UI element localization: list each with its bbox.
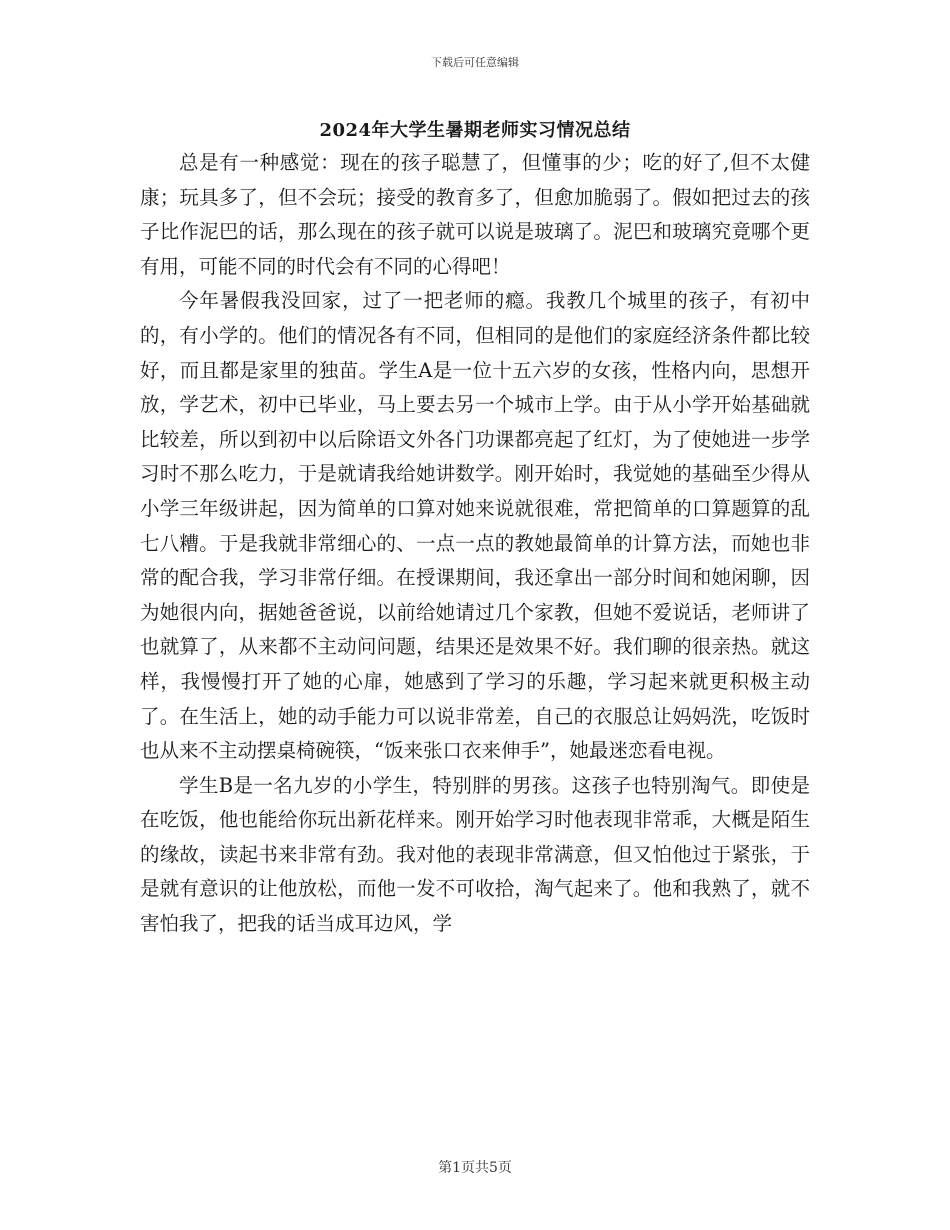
header-note: 下载后可任意编辑 [431, 56, 519, 69]
paragraph: 学生B是一名九岁的小学生，特别胖的男孩。这孩子也特别淘气。即使是在吃饭，他也能给你玩出新花样来。刚开始学习时他表现非常乖，大概是陌生的缘故，读起书来非常有劲。我对他的表现非常满意，但又怕他过于紧张，于是就有意识的让他放松，而他一发不可收拾，淘气起来了。他和我熟了，就不害怕我了，把我的话当成耳边风，学 [140, 773, 810, 936]
paragraph: 今年暑假我没回家，过了一把老师的瘾。我教几个城里的孩子，有初中的，有小学的。他们的情况各有不同，但相同的是他们的家庭经济条件都比较好，而且都是家里的独苗。学生A是一位十五六岁的女孩，性格内向，思想开放，学艺术，初中已毕业，马上要去另一个城市上学。由于从小学开始基础就比较差，所以到初中以后除语文外各门功课都亮起了红灯，为了使她进一步学习时不那么吃力，于是就请我给她讲数学。刚开始时，我觉她的基础至少得从小学三年级讲起，因为简单的口算对她来说就很难，常把简单的口算题算的乱七八糟。于是我就非常细心的、一点一点的教她最简单的计算方法，而她也非常的配合我，学习非常仔细。在授课期间，我还拿出一部分时间和她闲聊，因为她很内向，据她爸爸说，以前给她请过几个家教，但她不爱说话，老师讲了也就算了，从来都不主动问问题，结果还是效果不好。我们聊的很亲热。就这样，我慢慢打开了她的心扉，她感到了学习的乐趣，学习起来就更积极主动了。在生活上，她的动手能力可以说非常差，自己的衣服总让妈妈洗，吃饭时也从来不主动摆桌椅碗筷，“饭来张口衣来伸手”，她最迷恋看电视。 [140, 289, 810, 763]
document-title: 2024年大学生暑期老师实习情况总结 [319, 120, 631, 141]
page-number: 第1页共5页 [438, 1160, 512, 1176]
paragraph: 总是有一种感觉：现在的孩子聪慧了，但懂事的少；吃的好了,但不太健康；玩具多了，但不会玩；接受的教育多了，但愈加脆弱了。假如把过去的孩子比作泥巴的话，那么现在的孩子就可以说是玻璃了。泥巴和玻璃究竟哪个更有用，可能不同的时代会有不同的心得吧！ [140, 151, 810, 278]
document-body [140, 146, 810, 942]
